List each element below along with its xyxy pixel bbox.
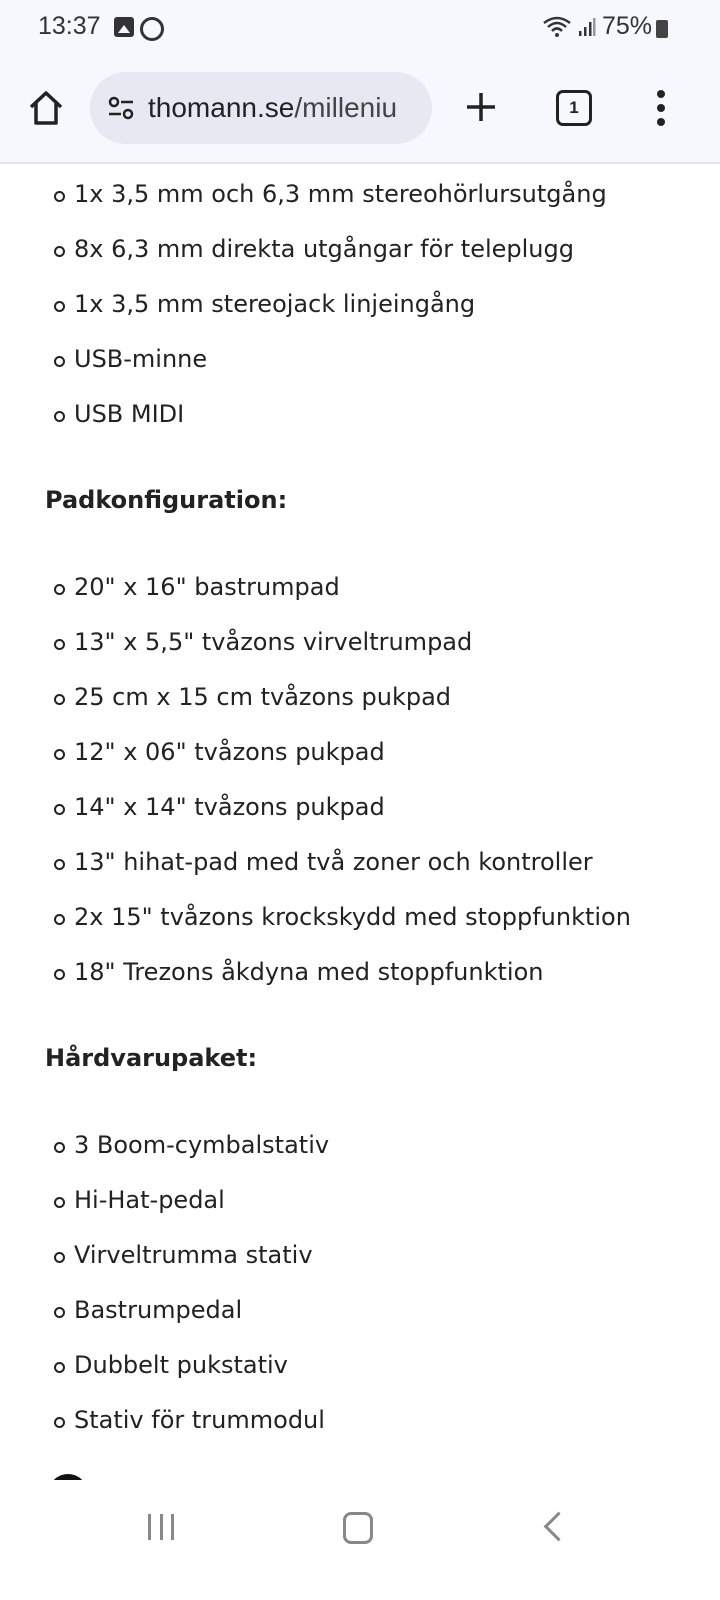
list-item: 8x 6,3 mm direkta utgångar för teleplugg bbox=[74, 235, 574, 263]
list-item: Stativ för trummodul bbox=[74, 1406, 325, 1434]
status-time: 13:37 bbox=[38, 12, 101, 40]
more-menu-icon[interactable] bbox=[656, 90, 666, 126]
list-item: Hi-Hat-pedal bbox=[74, 1186, 225, 1214]
clock-icon bbox=[140, 17, 164, 41]
url-domain: thomann.se bbox=[148, 92, 295, 123]
list-item: 3 Boom-cymbalstativ bbox=[74, 1131, 330, 1159]
new-tab-icon[interactable] bbox=[464, 90, 498, 124]
list-item: Dubbelt pukstativ bbox=[74, 1351, 288, 1379]
list-item: 1x 3,5 mm och 6,3 mm stereohörlursutgång bbox=[74, 180, 607, 208]
back-button[interactable] bbox=[544, 1512, 574, 1542]
list-item: 14" x 14" tvåzons pukpad bbox=[74, 793, 385, 821]
address-bar[interactable] bbox=[90, 72, 432, 144]
list-item: USB-minne bbox=[74, 345, 208, 373]
list-item: 20" x 16" bastrumpad bbox=[74, 573, 340, 601]
gallery-icon bbox=[114, 17, 134, 37]
signal-icon bbox=[578, 17, 596, 37]
list-item: 2x 15" tvåzons krockskydd med stoppfunktion bbox=[74, 903, 631, 931]
system-icons bbox=[542, 12, 670, 41]
url-text[interactable] bbox=[148, 92, 418, 124]
wifi-icon bbox=[542, 15, 572, 39]
list-item: 25 cm x 15 cm tvåzons pukpad bbox=[74, 683, 452, 711]
system-nav-bar bbox=[0, 1480, 720, 1600]
url-path: /milleniu bbox=[294, 92, 398, 123]
list-item: Bastrumpedal bbox=[74, 1296, 243, 1324]
notification-icons bbox=[114, 17, 164, 41]
page-content bbox=[0, 164, 720, 1480]
site-settings-icon[interactable] bbox=[106, 93, 136, 123]
home-icon[interactable] bbox=[26, 88, 66, 128]
tabs-button[interactable]: 1 bbox=[556, 90, 592, 126]
section-heading-pads: Padkonfiguration: bbox=[45, 486, 288, 514]
list-item: Virveltrumma stativ bbox=[74, 1241, 313, 1269]
status-bar bbox=[0, 0, 720, 60]
list-item: 1x 3,5 mm stereojack linjeingång bbox=[74, 290, 476, 318]
recent-apps-button[interactable] bbox=[148, 1514, 174, 1540]
home-button[interactable] bbox=[343, 1512, 373, 1544]
battery-icon bbox=[656, 20, 668, 38]
list-item: USB MIDI bbox=[74, 400, 185, 428]
list-item: 18" Trezons åkdyna med stoppfunktion bbox=[74, 958, 544, 986]
section-heading-hardware: Hårdvarupaket: bbox=[45, 1044, 258, 1072]
battery-percent: 75% bbox=[601, 12, 652, 40]
list-item: 13" x 5,5" tvåzons virveltrumpad bbox=[74, 628, 473, 656]
list-item: 12" x 06" tvåzons pukpad bbox=[74, 738, 385, 766]
list-item: 13" hihat-pad med två zoner och kontroller bbox=[74, 848, 593, 876]
browser-toolbar bbox=[0, 60, 720, 164]
